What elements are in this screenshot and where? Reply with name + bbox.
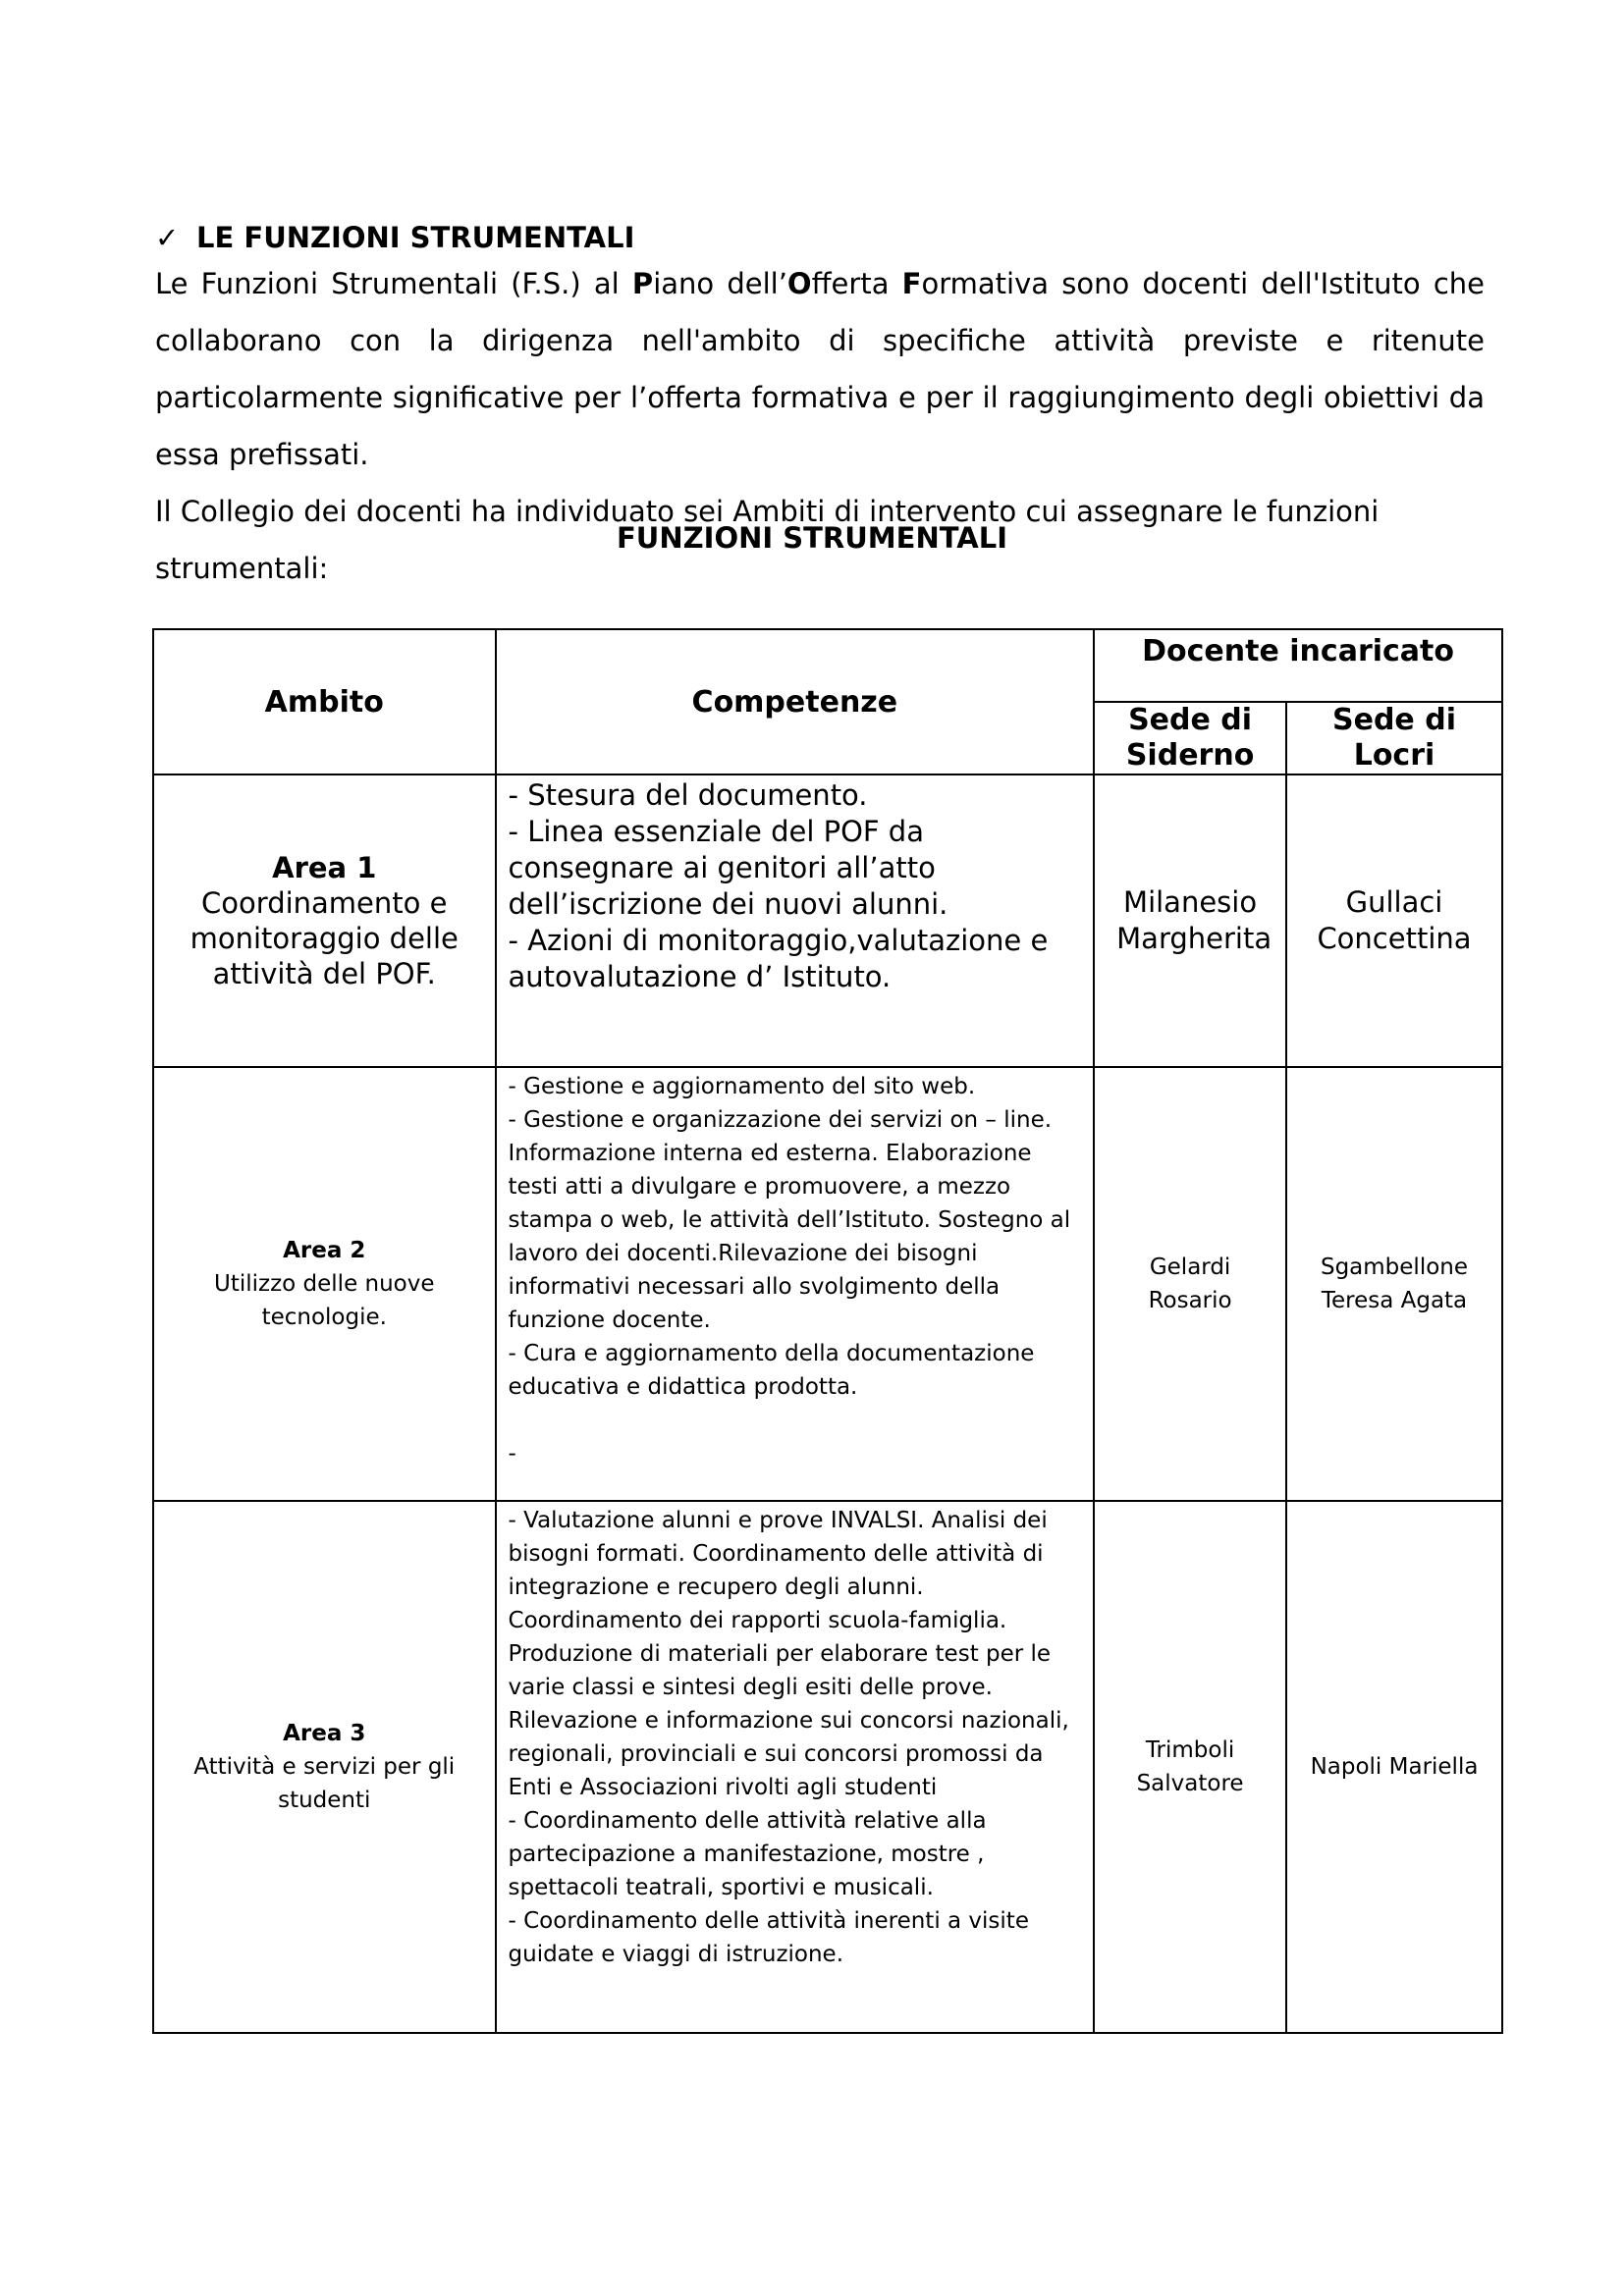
intro-text-d: ormativa sono docenti dell'Istituto che collaborano con la dirigenza nell'ambito di specifiche attività previste e ritenute particolarmente significative per l’offerta formativa e per il raggiungimento degli obiettivi da essa prefissati.	[155, 267, 1485, 471]
area-title: Area 3	[283, 1721, 366, 1746]
siderno-cell	[1094, 774, 1286, 1067]
table-row	[153, 1067, 1502, 1501]
competenze-text: - Valutazione alunni e prove INVALSI. Analisi dei bisogni formati. Coordinamento delle attività di integrazione e recupero degli alunni. Coordinamento dei rapporti scuola-famiglia. Produzione di materiali per elaborare test per le varie classi e sintesi degli esiti delle prove. Rilevazione e informazione sui concorsi nazionali, regionali, provinciali e sui concorsi promossi da Enti e Associazioni rivolti agli studenti - Coordinamento delle attività relative alla partecipazione a manifestazione, mostre , spettacoli teatrali, sportivi e musicali. - Coordinamento delle attività inerenti a visite guidate e viaggi di istruzione.	[508, 1508, 1069, 1967]
area-title: Area 1	[272, 851, 377, 884]
ambito-cell	[153, 1501, 496, 2033]
locri-cell	[1286, 1067, 1502, 1501]
locri-cell	[1286, 1501, 1502, 2033]
intro-text-c: fferta	[811, 267, 902, 300]
area-description: Utilizzo delle nuove tecnologie.	[213, 1271, 435, 1330]
docente-siderno: Milanesio Margherita	[1116, 885, 1272, 955]
area-description: Coordinamento e monitoraggio delle attività del POF.	[189, 886, 459, 990]
header-locri: Sede di Locri	[1286, 702, 1502, 774]
docente-siderno: Gelardi Rosario	[1148, 1255, 1232, 1313]
intro-second-paragraph: Il Collegio dei docenti ha individuato sei Ambiti di intervento cui assegnare le funzioni strumentali:	[155, 495, 1380, 585]
header-docente: Docente incaricato	[1094, 629, 1502, 702]
competenze-cell	[496, 774, 1095, 1067]
ambito-cell	[153, 1067, 496, 1501]
intro-paragraph	[155, 255, 1485, 483]
section-heading	[155, 220, 634, 255]
header-competenze: Competenze	[496, 629, 1095, 774]
checkmark-icon: ✓	[155, 221, 180, 254]
header-siderno: Sede di Siderno	[1094, 702, 1286, 774]
section-heading-text: LE FUNZIONI STRUMENTALI	[196, 221, 635, 254]
docente-locri: Gullaci Concettina	[1317, 885, 1472, 955]
ambito-cell	[153, 774, 496, 1067]
table-row	[153, 774, 1502, 1067]
docente-locri: Sgambellone Teresa Agata	[1320, 1255, 1469, 1313]
competenze-text: - Gestione e aggiornamento del sito web. - Gestione e organizzazione dei servizi on – line. Informazione interna ed esterna. Elaborazione testi atti a divulgare e promuovere, a mezzo stampa o web, le attività dell’Istituto. Sostegno al lavoro dei docenti.Rilevazione dei bisogni informativi necessari allo svolgimento della funzione docente. - Cura e aggiornamento della documentazione educativa e didattica prodotta. -	[508, 1074, 1071, 1467]
header-ambito: Ambito	[153, 629, 496, 774]
competenze-cell	[496, 1501, 1095, 2033]
siderno-cell	[1094, 1067, 1286, 1501]
intro-text-a: Le Funzioni Strumentali (F.S.) al	[155, 267, 632, 300]
area-title: Area 2	[283, 1238, 366, 1263]
docente-siderno: Trimboli Salvatore	[1136, 1737, 1244, 1796]
locri-cell	[1286, 774, 1502, 1067]
siderno-cell	[1094, 1501, 1286, 2033]
intro-bold-p: P	[631, 267, 654, 300]
table-row	[153, 1501, 1502, 2033]
intro-bold-o: O	[786, 267, 812, 300]
intro-bold-f: F	[901, 267, 922, 300]
table-title: FUNZIONI STRUMENTALI	[617, 521, 1007, 555]
intro-text-b: iano dell’	[653, 267, 787, 300]
competenze-cell	[496, 1067, 1095, 1501]
area-description: Attività e servizi per gli studenti	[193, 1754, 456, 1813]
competenze-text: - Stesura del documento. - Linea essenziale del POF da consegnare ai genitori all’atto dell’iscrizione dei nuovi alunni. - Azioni di monitoraggio,valutazione e autovalutazione d’ Istituto.	[508, 778, 1049, 993]
funzioni-table	[152, 628, 1503, 2034]
docente-locri: Napoli Mariella	[1310, 1754, 1479, 1780]
